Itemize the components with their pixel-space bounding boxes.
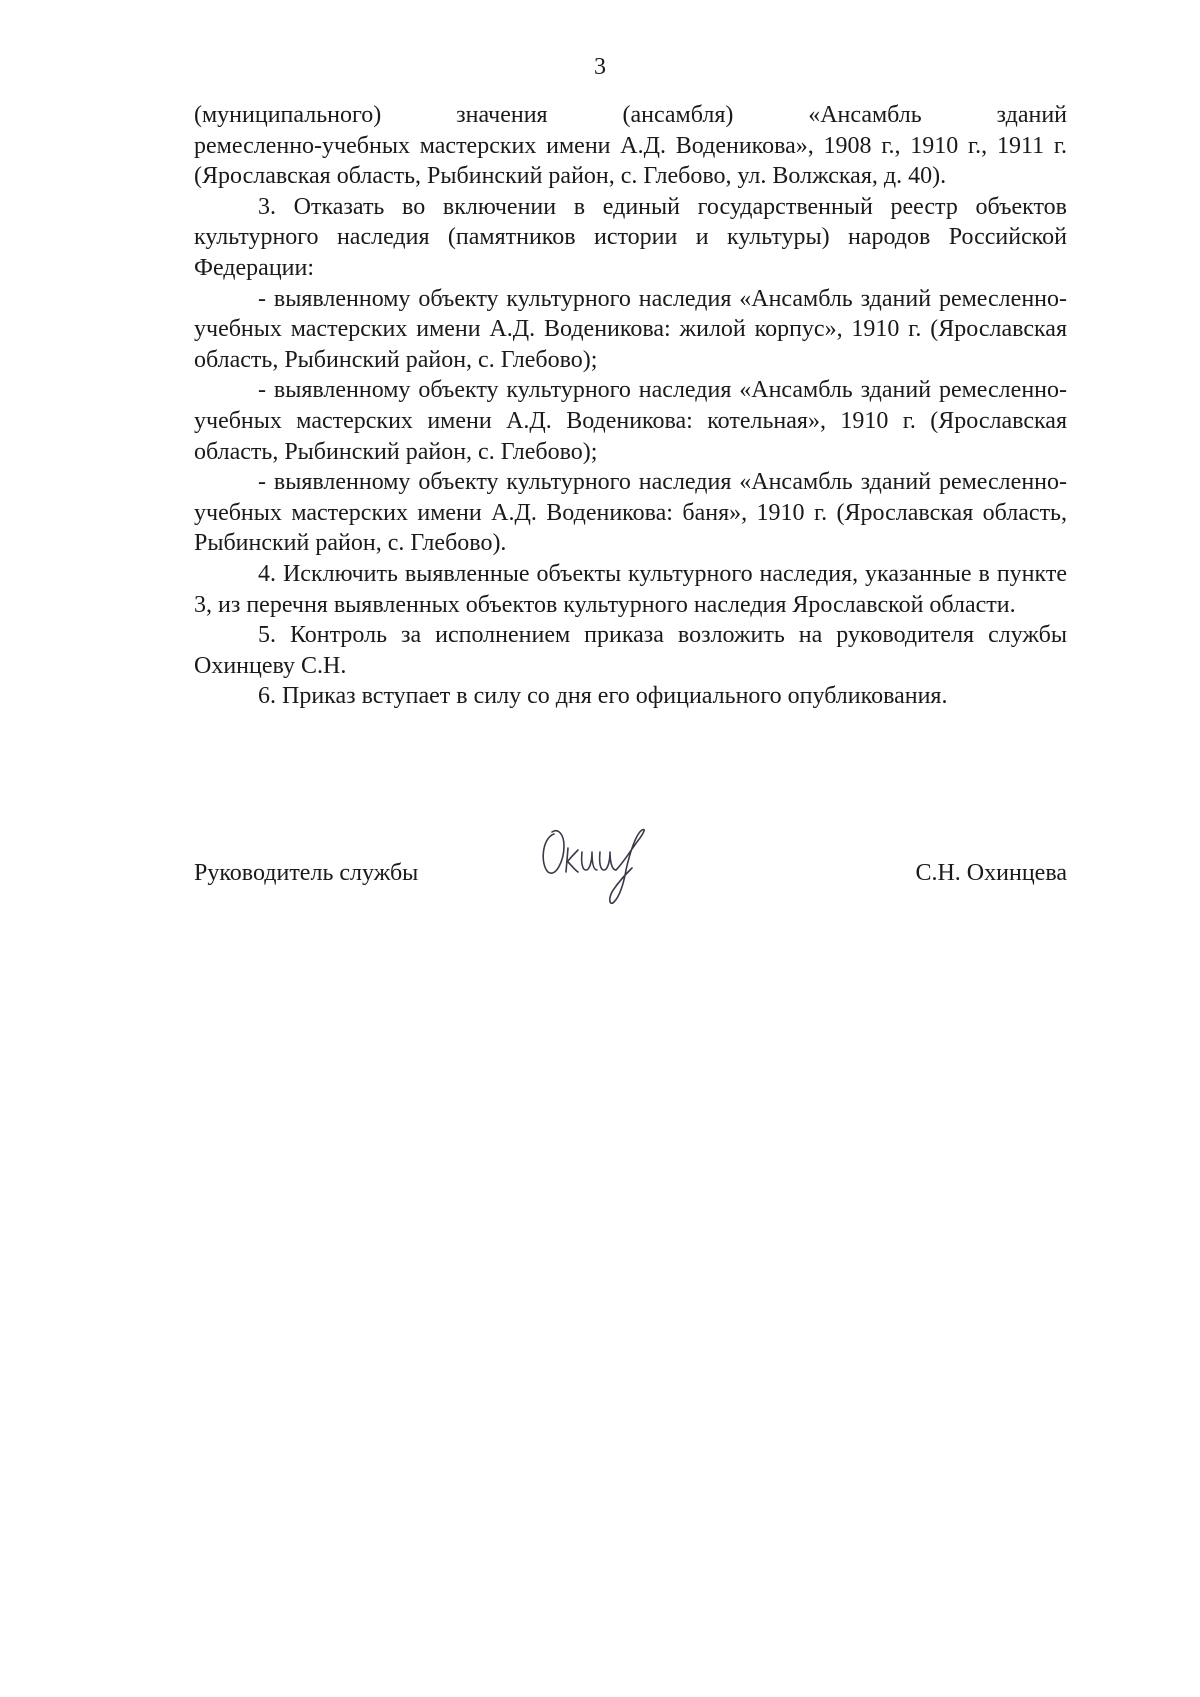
signatory-position: Руководитель службы xyxy=(194,860,419,886)
document-body xyxy=(194,100,1067,712)
paragraph-continuation-rest: ремесленно-учебных мастерских имени А.Д. Воденикова», 1908 г., 1910 г., 1911 г. (Ярославская область, Рыбинский район, с. Глебово, ул. Волжская, д. 40). xyxy=(194,132,1067,190)
paragraph-item-3-bullet-2: - выявленному объекту культурного наследия «Ансамбль зданий ремесленно-учебных мастерских имени А.Д. Воденикова: котельная», 1910 г. (Ярославская область, Рыбинский район, с. Глебово); xyxy=(194,377,1067,465)
paragraph-item-6: 6. Приказ вступает в силу со дня его официального опубликования. xyxy=(258,683,948,710)
paragraph-item-4: 4. Исключить выявленные объекты культурного наследия, указанные в пункте 3, из перечня выявленных объектов культурного наследия Ярославской области. xyxy=(194,560,1067,618)
page-number: 3 xyxy=(594,54,606,80)
handwritten-signature xyxy=(534,812,664,912)
paragraph-item-3-bullet-3: - выявленному объекту культурного наследия «Ансамбль зданий ремесленно-учебных мастерских имени А.Д. Воденикова: баня», 1910 г. (Ярославская область, Рыбинский район, с. Глебово). xyxy=(194,469,1067,557)
paragraph-item-5: 5. Контроль за исполнением приказа возложить на руководителя службы Охинцеву С.Н. xyxy=(194,622,1067,679)
paragraph-item-3-bullet-1: - выявленному объекту культурного наследия «Ансамбль зданий ремесленно-учебных мастерских имени А.Д. Воденикова: жилой корпус», 1910 г. (Ярославская область, Рыбинский район, с. Глебово); xyxy=(194,285,1067,373)
paragraph-continuation xyxy=(194,100,1067,192)
signature-block xyxy=(194,812,1067,922)
paragraph-item-3: 3. Отказать во включении в единый государственный реестр объектов культурного наследия (памятников истории и культуры) народов Российской Федерации: xyxy=(194,193,1067,281)
signatory-name: С.Н. Охинцева xyxy=(915,860,1067,886)
paragraph-continuation-first-line: (муниципального) значения (ансамбля) «Ансамбль зданий xyxy=(194,102,1067,128)
